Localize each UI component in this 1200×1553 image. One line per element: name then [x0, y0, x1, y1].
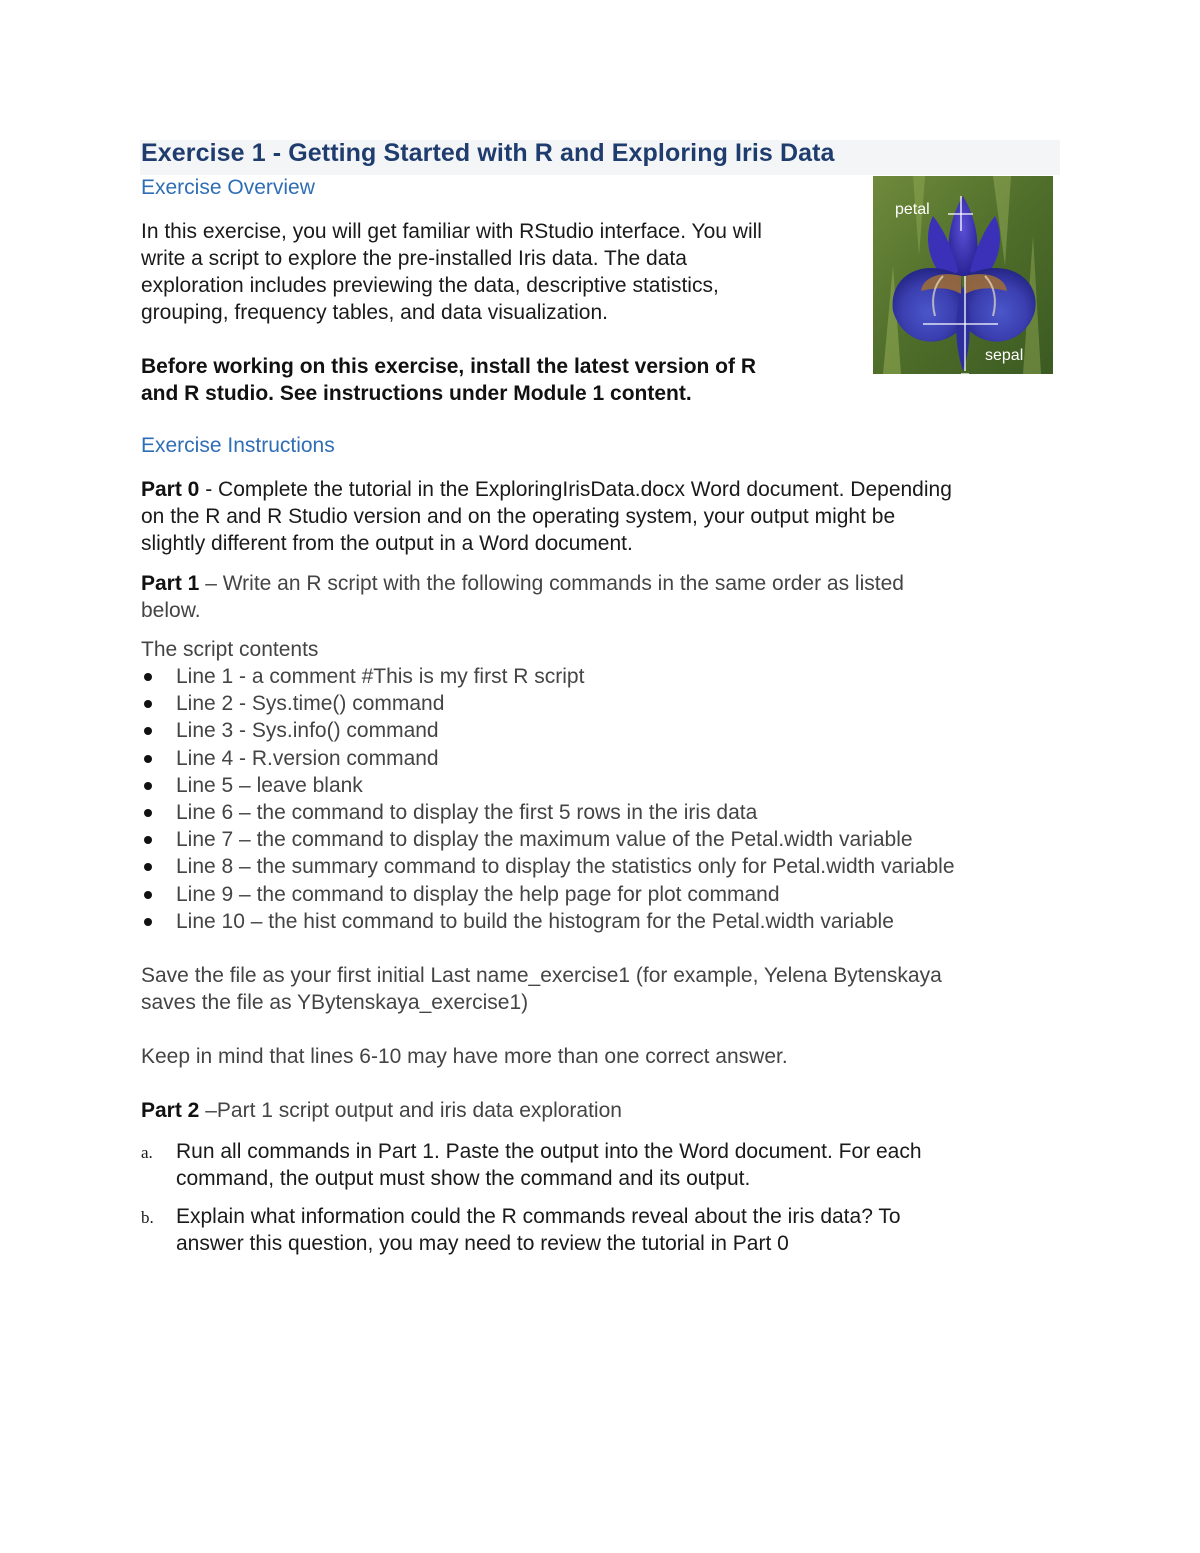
overview-line: grouping, frequency tables, and data visualization. — [141, 301, 608, 324]
part1-line: below. — [141, 599, 201, 622]
bullet-icon — [144, 891, 152, 899]
bullet-icon — [144, 755, 152, 763]
part0-paragraph — [141, 476, 952, 557]
bullet-icon — [144, 782, 152, 790]
bullet-icon — [144, 809, 152, 817]
part0-label: Part 0 — [141, 478, 200, 501]
list-marker: b. — [141, 1208, 154, 1227]
overview-line: write a script to explore the pre-installed Iris data. The data — [141, 247, 687, 270]
save-line: saves the file as YBytenskaya_exercise1) — [141, 991, 529, 1014]
install-note-line: Before working on this exercise, install the latest version of R — [141, 355, 756, 378]
part0-line: slightly different from the output in a Word document. — [141, 532, 633, 555]
list-item: Line 10 – the hist command to build the histogram for the Petal.width variable — [141, 908, 955, 935]
part2-text: –Part 1 script output and iris data exploration — [199, 1099, 622, 1122]
bullet-icon — [144, 863, 152, 871]
list-item: Line 9 – the command to display the help page for plot command — [141, 881, 955, 908]
part0-line: - Complete the tutorial in the ExploringIrisData.docx Word document. Depending — [199, 478, 952, 501]
list-item: Line 1 - a comment #This is my first R script — [141, 663, 955, 690]
part0-line: on the R and R Studio version and on the operating system, your output might be — [141, 505, 896, 528]
iris-flower-image — [873, 176, 1053, 374]
sepal-label: sepal — [985, 347, 1024, 364]
instructions-heading: Exercise Instructions — [141, 434, 335, 457]
bullet-icon — [144, 673, 152, 681]
list-item: Line 7 – the command to display the maximum value of the Petal.width variable — [141, 826, 955, 853]
document-page: Exercise 1 - Getting Started with R and Exploring Iris Data Exercise Overview In this exercise, you will get familiar with RStudio interface. You will write a script to explore the pre-installed Iris data. The data exploration includes previewing the data, descriptive statistics, grouping, frequency tables, and data visualization. Before working on this exercise, install the latest version of R and R studio. See instructions under Module 1 content. petal sepal Exercise Instructions Part 0 - Complete the tutorial in the ExploringIrisData.docx Word document. Depending on the R and R Studio version and on the operating system, your output might be slightly different from the output in a Word document. Part 1 – Write an R script with the following commands in the same order as listed below. The script contents Line 1 - a comment #This is my first R script Line 2 - Sys.time() command Line 3 - Sys.info() command Line 4 - R.version command Line 5 – leave blank Line 6 – the command to display the first 5 rows in the iris data Line 7 – the command to display the maximum value of the Petal.width variable Line 8 – the summary command to display the statistics only for Petal.width variable Line 9 – the command to display the help page for plot command Line 10 – the hist command to build the histogram for the Petal.width variable Save the file as your first initial Last name_exercise1 (for example, Yelena Bytenskaya saves the file as YBytenskaya_exercise1) Keep in mind that lines 6-10 may have more than one correct answer. Part 2 –Part 1 script output and iris data exploration a. Run all commands in Part 1. Paste the output into the Word document. For each command, the output must show the command and its output. b. Explain what information could the R commands reveal about the iris data? To answer this question, you may need to review the tutorial in Part 0 — [0, 0, 1200, 1553]
overview-heading: Exercise Overview — [141, 176, 315, 199]
list-item: Line 3 - Sys.info() command — [141, 717, 955, 744]
save-instructions — [141, 962, 942, 1016]
part1-label: Part 1 — [141, 572, 200, 595]
overview-paragraph — [141, 218, 762, 326]
save-line: Save the file as your first initial Last name_exercise1 (for example, Yelena Bytenskaya — [141, 964, 942, 987]
bullet-icon — [144, 836, 152, 844]
list-marker: a. — [141, 1143, 153, 1162]
part2-heading — [141, 1097, 622, 1124]
list-item: Line 5 – leave blank — [141, 772, 955, 799]
overview-line: In this exercise, you will get familiar with RStudio interface. You will — [141, 220, 762, 243]
list-item: Line 4 - R.version command — [141, 745, 955, 772]
list-item: Line 2 - Sys.time() command — [141, 690, 955, 717]
bullet-icon — [144, 727, 152, 735]
install-note — [141, 353, 756, 407]
bullet-icon — [144, 700, 152, 708]
overview-line: exploration includes previewing the data, descriptive statistics, — [141, 274, 719, 297]
part2-label: Part 2 — [141, 1099, 200, 1122]
keep-in-mind-note: Keep in mind that lines 6-10 may have more than one correct answer. — [141, 1045, 788, 1068]
list-item: Line 8 – the summary command to display the statistics only for Petal.width variable — [141, 853, 955, 880]
part1-paragraph — [141, 570, 904, 624]
script-contents-heading: The script contents — [141, 638, 319, 661]
part1-line: – Write an R script with the following commands in the same order as listed — [199, 572, 904, 595]
petal-label: petal — [895, 201, 930, 218]
list-item: Line 6 – the command to display the first 5 rows in the iris data — [141, 799, 955, 826]
script-lines-list — [141, 663, 955, 935]
page-title: Exercise 1 - Getting Started with R and Exploring Iris Data — [141, 139, 835, 167]
install-note-line: and R studio. See instructions under Module 1 content. — [141, 382, 692, 405]
bullet-icon — [144, 918, 152, 926]
